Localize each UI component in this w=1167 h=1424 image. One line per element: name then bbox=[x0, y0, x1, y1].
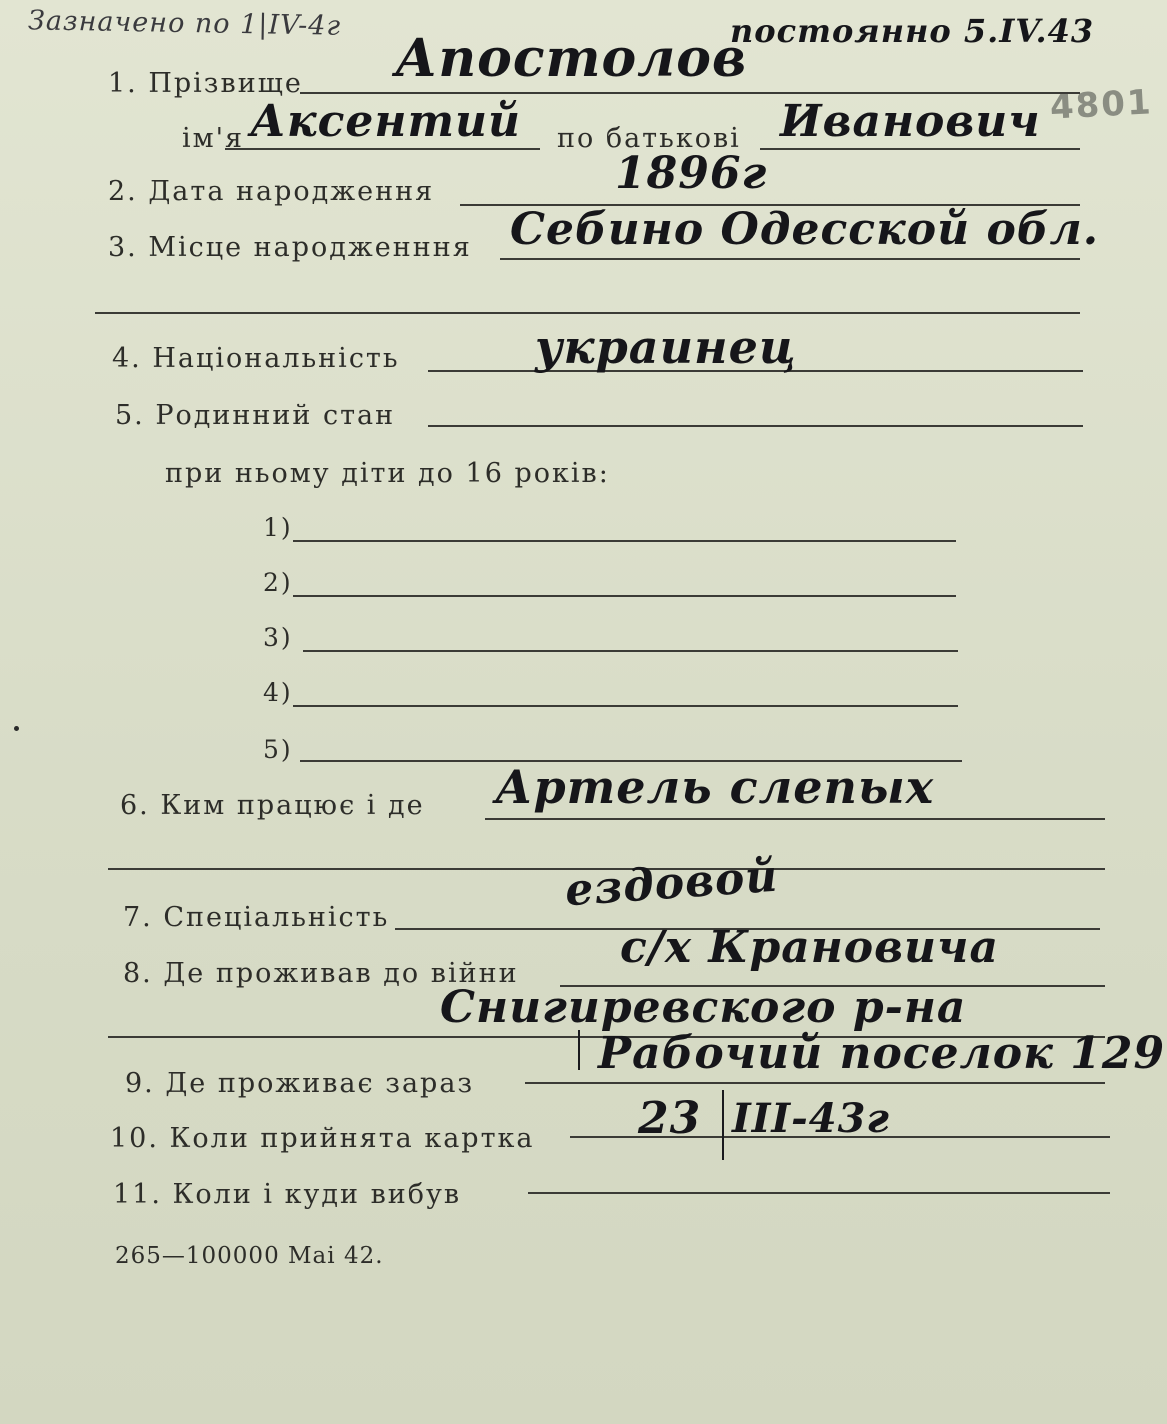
child-2-label: 2) bbox=[263, 568, 293, 597]
accepted-rest: III-43г bbox=[732, 1095, 890, 1142]
header-note-left: Зазначено по 1|IV-4г bbox=[27, 5, 342, 42]
family-label: 5. Родинний стан bbox=[115, 400, 396, 431]
accepted-day: 23 bbox=[638, 1093, 702, 1144]
child-4-label: 4) bbox=[263, 678, 293, 707]
name-value: Аксентий bbox=[250, 96, 522, 147]
accepted-divider bbox=[722, 1090, 724, 1160]
prewar-value-2: Снигиревского р-на bbox=[440, 982, 967, 1033]
accepted-label: 10. Коли прийнята картка bbox=[110, 1123, 535, 1154]
specialty-label: 7. Спеціальність bbox=[123, 902, 390, 933]
footer-print: 265—100000 Маі 42. bbox=[115, 1243, 384, 1269]
work-value: Артель слепых bbox=[495, 760, 935, 814]
name-label: ім'я bbox=[182, 123, 245, 154]
ink-dot bbox=[14, 726, 19, 731]
surname-label: 1. Прізвище bbox=[108, 68, 303, 99]
current-line bbox=[525, 1082, 1105, 1084]
current-tick bbox=[578, 1030, 580, 1070]
birth-place-label: 3. Місце народженння bbox=[108, 232, 472, 263]
birth-place-line-2 bbox=[95, 312, 1080, 314]
current-label: 9. Де проживає зараз bbox=[125, 1068, 475, 1099]
child-5-label: 5) bbox=[263, 735, 293, 764]
work-label: 6. Ким працює і де bbox=[120, 790, 425, 821]
patronymic-line bbox=[760, 148, 1080, 150]
name-line bbox=[225, 148, 540, 150]
nationality-label: 4. Національність bbox=[112, 343, 400, 374]
birth-place-value: Себино Одесской обл. bbox=[510, 204, 1100, 255]
current-value: Рабочий поселок 129 bbox=[598, 1028, 1166, 1079]
birth-date-label: 2. Дата народження bbox=[108, 176, 435, 207]
birth-place-line bbox=[500, 258, 1080, 260]
surname-line bbox=[300, 92, 1080, 94]
children-label: при ньому діти до 16 років: bbox=[165, 458, 610, 489]
birth-date-value: 1896г bbox=[615, 148, 768, 199]
child-3-line bbox=[303, 650, 958, 652]
work-line bbox=[485, 818, 1105, 820]
left-label: 11. Коли і куди вибув bbox=[113, 1179, 462, 1210]
left-line bbox=[528, 1192, 1110, 1194]
child-1-label: 1) bbox=[263, 513, 293, 542]
patronymic-label: по батькові bbox=[557, 123, 741, 154]
side-number-stamp: 4801 bbox=[1049, 82, 1154, 128]
nationality-value: украинец bbox=[535, 320, 797, 374]
prewar-value-1: с/х Крановича bbox=[620, 922, 999, 973]
surname-value: Апостолов bbox=[395, 28, 748, 89]
child-1-line bbox=[293, 540, 956, 542]
child-2-line bbox=[293, 595, 956, 597]
child-4-line bbox=[293, 705, 958, 707]
child-3-label: 3) bbox=[263, 623, 293, 652]
patronymic-value: Иванович bbox=[780, 96, 1041, 147]
prewar-label: 8. Де проживав до війни bbox=[123, 958, 519, 989]
header-note-right: постоянно 5.IV.43 bbox=[730, 12, 1095, 50]
specialty-value: ездовой bbox=[563, 850, 780, 917]
family-line bbox=[428, 425, 1083, 427]
